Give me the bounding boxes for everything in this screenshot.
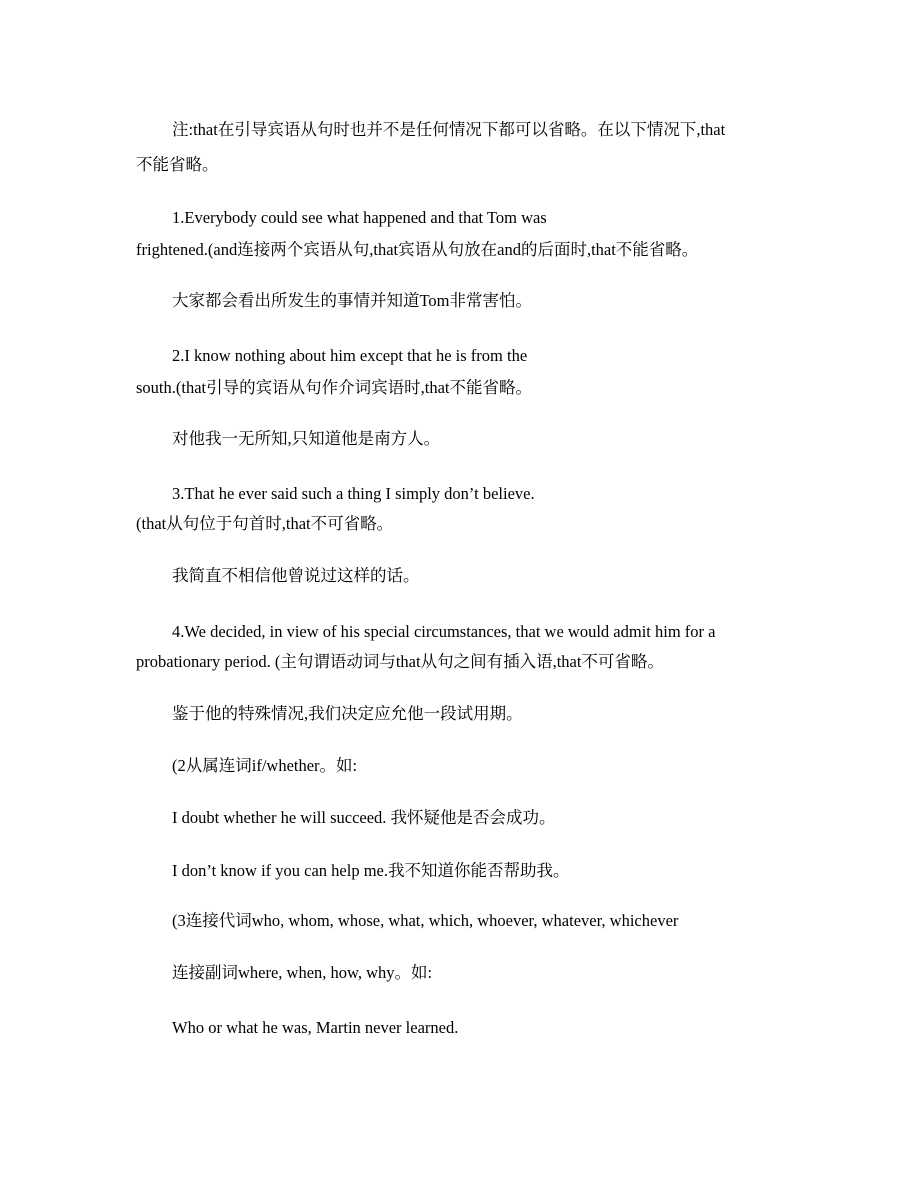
- example-3-chinese: 我简直不相信他曾说过这样的话。: [172, 566, 420, 585]
- section-2-heading: (2从属连词if/whether。如:: [172, 756, 358, 775]
- example-1-english-line-1: 1.Everybody could see what happened and that Tom was: [172, 208, 547, 227]
- example-3-english-line-1: 3.That he ever said such a thing I simply don’t believe.: [172, 484, 535, 503]
- example-4-english-line-1: 4.We decided, in view of his special circumstances, that we would admit him for a: [172, 622, 716, 641]
- section-3-subheading: 连接副词where, when, how, why。如:: [172, 963, 433, 982]
- section-3-example-1: Who or what he was, Martin never learned.: [172, 1018, 459, 1037]
- example-2-chinese: 对他我一无所知,只知道他是南方人。: [172, 429, 441, 448]
- example-4-english-line-2: probationary period. (主句谓语动词与that从句之间有插入语,that不可省略。: [136, 652, 664, 671]
- section-2-example-1: I doubt whether he will succeed. 我怀疑他是否会成功。: [172, 808, 556, 827]
- note-line-2: 不能省略。: [136, 155, 219, 174]
- section-3-heading: (3连接代词who, whom, whose, what, which, whoever, whatever, whichever: [172, 911, 679, 930]
- example-2-english-line-1: 2.I know nothing about him except that he is from the: [172, 346, 528, 365]
- example-3-english-line-2: (that从句位于句首时,that不可省略。: [136, 514, 394, 533]
- section-2-example-2: I don’t know if you can help me.我不知道你能否帮助我。: [172, 861, 570, 880]
- example-2-english-line-2: south.(that引导的宾语从句作介词宾语时,that不能省略。: [136, 378, 532, 397]
- example-1-english-line-2: frightened.(and连接两个宾语从句,that宾语从句放在and的后面时,that不能省略。: [136, 240, 699, 259]
- example-4-chinese: 鉴于他的特殊情况,我们决定应允他一段试用期。: [172, 704, 523, 723]
- example-1-chinese: 大家都会看出所发生的事情并知道Tom非常害怕。: [172, 291, 533, 310]
- note-line-1: 注:that在引导宾语从句时也并不是任何情况下都可以省略。在以下情况下,that: [172, 120, 726, 139]
